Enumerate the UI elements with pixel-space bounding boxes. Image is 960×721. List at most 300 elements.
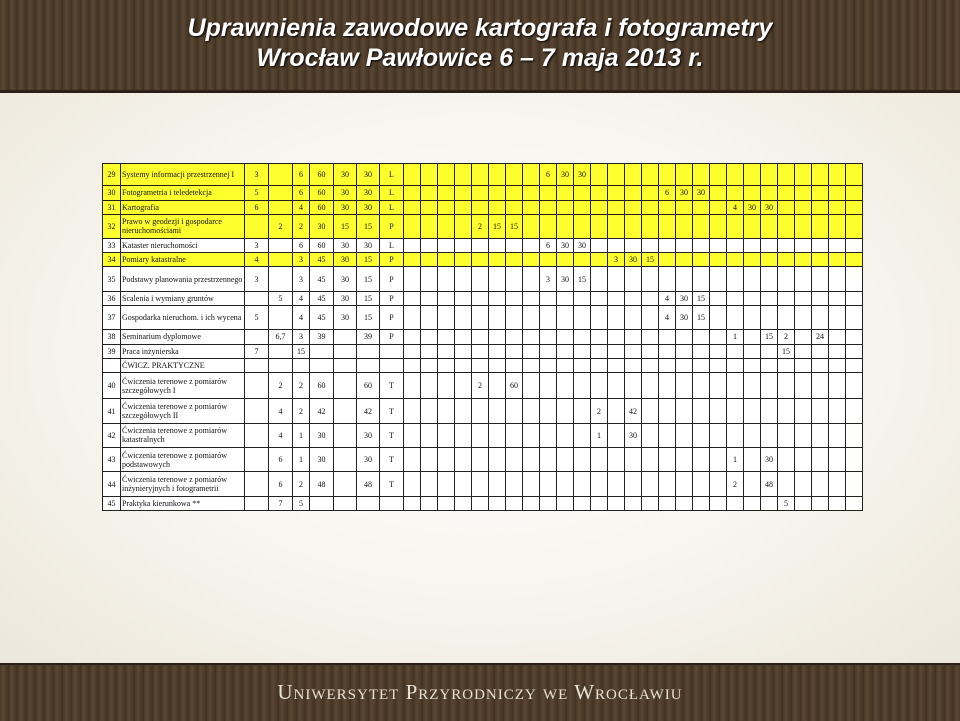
table-cell: 30 xyxy=(310,214,334,238)
table-cell xyxy=(506,186,523,200)
table-cell xyxy=(795,448,812,472)
table-cell xyxy=(438,358,455,372)
table-cell xyxy=(523,291,540,305)
table-cell xyxy=(693,472,710,496)
table-cell xyxy=(744,423,761,447)
table-cell xyxy=(812,200,829,214)
table-cell xyxy=(710,423,727,447)
table-cell xyxy=(489,423,506,447)
table-cell xyxy=(421,344,438,358)
table-cell: 6 xyxy=(293,164,310,186)
table-cell xyxy=(334,399,357,423)
table-cell: 2 xyxy=(293,214,310,238)
table-cell xyxy=(245,472,269,496)
table-cell xyxy=(557,200,574,214)
table-cell xyxy=(523,239,540,253)
table-cell xyxy=(557,186,574,200)
table-cell xyxy=(812,253,829,267)
table-cell xyxy=(421,253,438,267)
table-cell: 30 xyxy=(334,239,357,253)
table-cell xyxy=(455,358,472,372)
subject-name: Fotogrametria i teledetekcja xyxy=(121,186,245,200)
table-cell xyxy=(608,186,625,200)
table-cell xyxy=(642,214,659,238)
table-cell xyxy=(710,253,727,267)
table-cell: 60 xyxy=(310,164,334,186)
table-cell xyxy=(438,330,455,344)
table-cell xyxy=(778,239,795,253)
table-cell xyxy=(846,344,863,358)
table-cell xyxy=(778,164,795,186)
table-cell xyxy=(727,239,744,253)
table-cell xyxy=(642,423,659,447)
table-cell xyxy=(540,253,557,267)
table-cell xyxy=(693,200,710,214)
table-cell xyxy=(489,200,506,214)
table-cell xyxy=(795,306,812,330)
table-cell xyxy=(574,344,591,358)
table-cell xyxy=(472,472,489,496)
table-cell xyxy=(812,306,829,330)
table-cell: 6 xyxy=(245,200,269,214)
table-cell xyxy=(676,448,693,472)
table-cell xyxy=(404,214,421,238)
table-row xyxy=(103,372,863,398)
table-cell: 2 xyxy=(293,372,310,398)
row-number: 40 xyxy=(103,372,121,398)
table-cell xyxy=(778,448,795,472)
table-cell: 30 xyxy=(334,291,357,305)
table-cell: 30 xyxy=(574,164,591,186)
table-cell xyxy=(557,358,574,372)
table-cell xyxy=(608,496,625,510)
table-cell: L xyxy=(380,200,404,214)
table-cell: 30 xyxy=(334,164,357,186)
table-cell xyxy=(591,253,608,267)
table-cell xyxy=(506,423,523,447)
table-cell xyxy=(778,472,795,496)
table-cell: 3 xyxy=(245,164,269,186)
table-cell xyxy=(438,344,455,358)
table-cell xyxy=(642,358,659,372)
table-cell: P xyxy=(380,306,404,330)
table-cell xyxy=(334,372,357,398)
table-cell xyxy=(778,358,795,372)
table-cell xyxy=(334,423,357,447)
table-cell xyxy=(761,291,778,305)
table-cell: 60 xyxy=(357,372,380,398)
table-cell xyxy=(642,164,659,186)
table-cell xyxy=(625,448,642,472)
table-cell xyxy=(608,214,625,238)
table-cell xyxy=(829,448,846,472)
table-cell xyxy=(829,358,846,372)
row-number: 29 xyxy=(103,164,121,186)
table-cell xyxy=(846,496,863,510)
row-number: 36 xyxy=(103,291,121,305)
table-cell: 3 xyxy=(540,267,557,291)
table-cell xyxy=(727,214,744,238)
table-cell xyxy=(727,253,744,267)
table-cell xyxy=(404,291,421,305)
table-cell xyxy=(693,239,710,253)
table-cell xyxy=(642,291,659,305)
table-cell xyxy=(489,358,506,372)
table-cell: 1 xyxy=(727,330,744,344)
table-cell xyxy=(310,358,334,372)
table-row xyxy=(103,253,863,267)
table-cell xyxy=(829,164,846,186)
table-cell: L xyxy=(380,164,404,186)
table-cell xyxy=(659,330,676,344)
table-cell xyxy=(455,239,472,253)
table-cell xyxy=(489,267,506,291)
subject-name: Systemy informacji przestrzennej I xyxy=(121,164,245,186)
table-cell xyxy=(761,164,778,186)
table-cell xyxy=(421,239,438,253)
table-cell: 4 xyxy=(659,306,676,330)
table-cell xyxy=(523,344,540,358)
table-cell xyxy=(245,399,269,423)
row-number: 43 xyxy=(103,448,121,472)
table-cell xyxy=(846,306,863,330)
table-cell xyxy=(676,496,693,510)
table-cell xyxy=(557,214,574,238)
table-cell xyxy=(557,291,574,305)
table-cell: T xyxy=(380,399,404,423)
subject-name: Prawo w geodezji i gospodarce nieruchomościami xyxy=(121,214,245,238)
table-cell xyxy=(557,344,574,358)
table-cell xyxy=(795,253,812,267)
table-cell xyxy=(574,253,591,267)
subject-name: Scalenia i wymiany gruntów xyxy=(121,291,245,305)
table-cell xyxy=(761,372,778,398)
table-cell xyxy=(829,267,846,291)
table-cell xyxy=(812,344,829,358)
table-cell xyxy=(472,358,489,372)
table-cell xyxy=(540,472,557,496)
table-cell: 45 xyxy=(310,291,334,305)
table-cell xyxy=(489,472,506,496)
table-cell xyxy=(540,186,557,200)
table-cell xyxy=(472,399,489,423)
table-cell xyxy=(269,344,293,358)
footer-banner xyxy=(0,663,960,721)
table-cell xyxy=(659,253,676,267)
table-cell xyxy=(489,164,506,186)
table-cell xyxy=(472,200,489,214)
table-cell xyxy=(404,200,421,214)
table-cell xyxy=(659,448,676,472)
table-cell xyxy=(625,306,642,330)
table-cell xyxy=(455,372,472,398)
table-cell xyxy=(438,496,455,510)
table-cell: 5 xyxy=(778,496,795,510)
table-cell xyxy=(557,253,574,267)
table-cell xyxy=(334,330,357,344)
table-cell: T xyxy=(380,423,404,447)
table-cell xyxy=(642,496,659,510)
table-cell xyxy=(557,448,574,472)
table-cell xyxy=(357,496,380,510)
table-cell xyxy=(846,372,863,398)
table-cell xyxy=(421,472,438,496)
table-cell xyxy=(744,239,761,253)
table-cell xyxy=(625,358,642,372)
table-cell: 3 xyxy=(608,253,625,267)
curriculum-table-image xyxy=(102,163,862,511)
row-number: 33 xyxy=(103,239,121,253)
table-cell: 42 xyxy=(357,399,380,423)
table-cell xyxy=(625,330,642,344)
table-cell xyxy=(574,214,591,238)
table-cell xyxy=(761,496,778,510)
table-cell xyxy=(591,267,608,291)
table-cell: 15 xyxy=(334,214,357,238)
table-cell xyxy=(829,200,846,214)
table-cell xyxy=(489,291,506,305)
table-cell xyxy=(676,372,693,398)
table-cell: 3 xyxy=(245,239,269,253)
table-cell xyxy=(472,306,489,330)
table-cell xyxy=(625,164,642,186)
table-cell xyxy=(310,344,334,358)
table-cell: 30 xyxy=(693,186,710,200)
table-cell: 30 xyxy=(334,267,357,291)
table-cell xyxy=(642,200,659,214)
table-cell xyxy=(523,214,540,238)
table-cell xyxy=(710,186,727,200)
table-cell xyxy=(421,372,438,398)
table-cell xyxy=(829,423,846,447)
table-cell xyxy=(269,306,293,330)
table-cell xyxy=(540,496,557,510)
table-cell xyxy=(591,306,608,330)
table-cell xyxy=(676,200,693,214)
table-cell xyxy=(506,291,523,305)
table-cell xyxy=(540,214,557,238)
table-cell: 1 xyxy=(293,423,310,447)
table-cell xyxy=(693,423,710,447)
table-cell: 15 xyxy=(761,330,778,344)
table-cell xyxy=(829,372,846,398)
row-number: 41 xyxy=(103,399,121,423)
table-cell xyxy=(846,448,863,472)
table-cell xyxy=(761,239,778,253)
table-cell: 6 xyxy=(269,448,293,472)
table-cell xyxy=(404,306,421,330)
table-cell xyxy=(574,372,591,398)
table-cell xyxy=(693,399,710,423)
table-cell xyxy=(710,200,727,214)
table-cell xyxy=(404,423,421,447)
table-cell xyxy=(795,291,812,305)
table-cell xyxy=(472,239,489,253)
table-cell xyxy=(574,186,591,200)
table-cell: L xyxy=(380,239,404,253)
table-row xyxy=(103,496,863,510)
table-cell xyxy=(795,344,812,358)
table-cell xyxy=(404,496,421,510)
table-cell xyxy=(591,239,608,253)
table-cell xyxy=(489,448,506,472)
table-cell xyxy=(591,164,608,186)
table-cell xyxy=(334,472,357,496)
table-cell: 15 xyxy=(778,344,795,358)
table-cell xyxy=(676,164,693,186)
table-cell: 4 xyxy=(245,253,269,267)
table-cell: 3 xyxy=(293,330,310,344)
subject-name: Ćwiczenia terenowe z pomiarów podstawowych xyxy=(121,448,245,472)
table-cell xyxy=(829,214,846,238)
table-cell xyxy=(642,306,659,330)
subject-name: Praktyka kierunkowa ** xyxy=(121,496,245,510)
table-cell xyxy=(710,214,727,238)
table-cell xyxy=(380,358,404,372)
table-row xyxy=(103,291,863,305)
table-cell xyxy=(795,399,812,423)
table-cell xyxy=(659,372,676,398)
subject-name: Ćwiczenia terenowe z pomiarów szczegółowych I xyxy=(121,372,245,398)
table-cell xyxy=(334,344,357,358)
table-cell: 4 xyxy=(269,423,293,447)
table-cell xyxy=(744,448,761,472)
table-cell xyxy=(812,239,829,253)
table-cell xyxy=(642,372,659,398)
table-cell xyxy=(846,330,863,344)
table-cell xyxy=(829,291,846,305)
table-cell xyxy=(676,423,693,447)
table-cell xyxy=(761,267,778,291)
table-cell xyxy=(625,214,642,238)
table-cell xyxy=(438,253,455,267)
row-number: 37 xyxy=(103,306,121,330)
row-number: 44 xyxy=(103,472,121,496)
table-cell: 15 xyxy=(357,306,380,330)
table-cell xyxy=(608,330,625,344)
row-number: 35 xyxy=(103,267,121,291)
table-cell: 6,7 xyxy=(269,330,293,344)
table-cell xyxy=(245,448,269,472)
table-cell xyxy=(676,214,693,238)
table-cell xyxy=(744,164,761,186)
table-cell xyxy=(269,200,293,214)
slide-subtitle: Wrocław Pawłowice 6 – 7 maja 2013 r. xyxy=(256,44,704,72)
table-cell xyxy=(710,306,727,330)
table-cell xyxy=(710,372,727,398)
table-cell: 4 xyxy=(659,291,676,305)
table-cell xyxy=(829,344,846,358)
table-cell xyxy=(269,253,293,267)
table-cell xyxy=(455,306,472,330)
table-cell: 1 xyxy=(591,423,608,447)
table-cell xyxy=(778,186,795,200)
table-cell xyxy=(846,214,863,238)
subject-name: Podstawy planowania przestrzennego xyxy=(121,267,245,291)
table-cell: 3 xyxy=(293,267,310,291)
table-cell xyxy=(642,330,659,344)
table-cell xyxy=(761,399,778,423)
table-cell xyxy=(523,399,540,423)
table-cell xyxy=(245,372,269,398)
table-cell: 30 xyxy=(334,253,357,267)
table-cell xyxy=(421,448,438,472)
table-cell xyxy=(659,358,676,372)
table-cell xyxy=(710,448,727,472)
table-cell: 60 xyxy=(310,372,334,398)
table-cell xyxy=(472,423,489,447)
row-number: 42 xyxy=(103,423,121,447)
table-cell: T xyxy=(380,372,404,398)
table-cell xyxy=(591,358,608,372)
table-cell: 2 xyxy=(472,214,489,238)
table-cell xyxy=(421,186,438,200)
table-cell xyxy=(245,496,269,510)
table-cell xyxy=(523,472,540,496)
table-cell: 5 xyxy=(293,496,310,510)
table-cell xyxy=(404,472,421,496)
table-cell xyxy=(744,399,761,423)
table-cell xyxy=(523,496,540,510)
table-cell xyxy=(778,372,795,398)
table-cell xyxy=(574,472,591,496)
table-cell: 30 xyxy=(310,448,334,472)
table-cell xyxy=(693,253,710,267)
row-number: 45 xyxy=(103,496,121,510)
table-cell: 45 xyxy=(310,253,334,267)
table-cell xyxy=(778,267,795,291)
table-cell xyxy=(761,423,778,447)
table-cell: 7 xyxy=(245,344,269,358)
table-cell: 15 xyxy=(357,253,380,267)
table-cell xyxy=(245,214,269,238)
table-cell xyxy=(574,330,591,344)
table-cell: 6 xyxy=(659,186,676,200)
table-cell: 15 xyxy=(357,267,380,291)
table-cell: 30 xyxy=(676,291,693,305)
table-cell: 48 xyxy=(357,472,380,496)
table-cell xyxy=(591,214,608,238)
table-cell xyxy=(693,448,710,472)
table-cell xyxy=(540,200,557,214)
table-cell xyxy=(676,472,693,496)
table-cell xyxy=(829,306,846,330)
row-number xyxy=(103,358,121,372)
table-cell: 15 xyxy=(506,214,523,238)
table-cell xyxy=(574,448,591,472)
table-cell xyxy=(608,164,625,186)
table-cell xyxy=(404,358,421,372)
table-cell xyxy=(489,344,506,358)
table-cell xyxy=(489,372,506,398)
table-cell xyxy=(506,239,523,253)
table-cell xyxy=(489,399,506,423)
table-cell xyxy=(523,164,540,186)
table-cell xyxy=(778,399,795,423)
table-cell xyxy=(404,253,421,267)
table-cell xyxy=(778,214,795,238)
table-row xyxy=(103,200,863,214)
table-cell xyxy=(245,291,269,305)
table-cell xyxy=(710,472,727,496)
subject-name: Ćwiczenia terenowe z pomiarów inżynieryjnych i fotogrametrii xyxy=(121,472,245,496)
table-cell: 30 xyxy=(334,306,357,330)
table-cell xyxy=(608,267,625,291)
table-cell xyxy=(421,164,438,186)
subject-name: Ćwiczenia terenowe z pomiarów katastralnych xyxy=(121,423,245,447)
table-cell xyxy=(357,344,380,358)
table-cell xyxy=(829,399,846,423)
